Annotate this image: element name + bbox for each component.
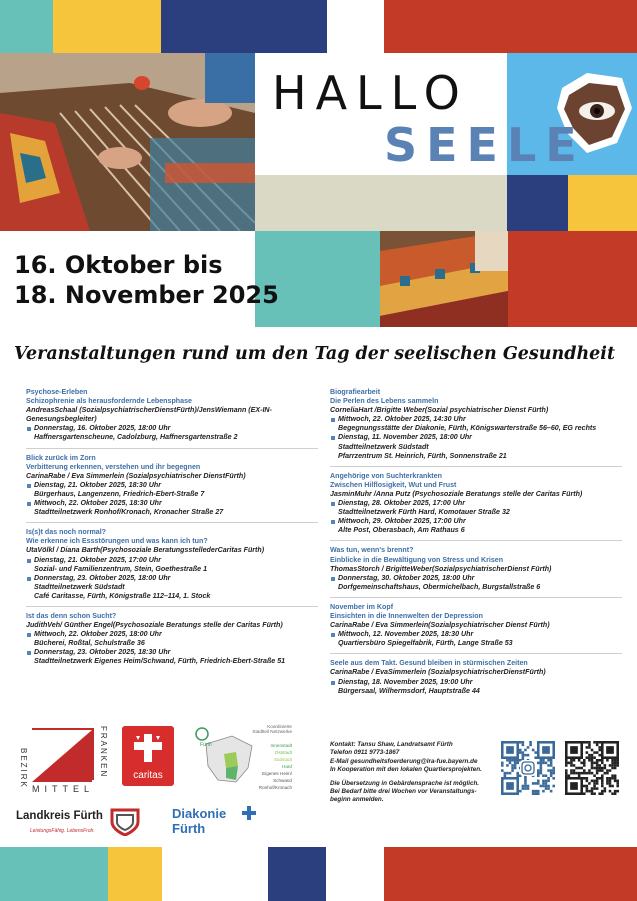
date-range-start: 16. Oktober bis	[14, 251, 223, 279]
event-speakers: CorneliaHart /Brigitte Weber(Sozial psychiatrischer Dienst Fürth)	[330, 406, 549, 415]
event-item	[330, 659, 622, 700]
event-title: Angehörige von Suchterkrankten	[330, 471, 442, 480]
title-hallo: HALLO	[272, 66, 469, 120]
event-location: Quartiersbüro Spiegelfabrik, Fürth, Lange Straße 53	[338, 639, 513, 648]
event-item	[330, 603, 622, 654]
event-location: Bürgerhaus, Langenzenn, Friedrich-Ebert-Straße 7	[34, 489, 205, 498]
caritas-logo	[122, 726, 174, 786]
event-date: Mittwoch, 12. November 2025, 18:30 Uhr	[330, 630, 622, 639]
events-left-column	[26, 388, 318, 677]
weaving-detail-photo	[380, 231, 508, 327]
contact-line-7: beginn anmelden.	[330, 796, 384, 804]
netzwerke-item: Südstadt	[273, 757, 292, 762]
tagline: Veranstaltungen rund um den Tag der seelischen Gesundheit	[14, 344, 616, 364]
event-speakers: UtaVölkl / Diana Barth(Psychosoziale BeratungsstellederCaritas Fürth)	[26, 546, 265, 555]
event-speakers: AndreasSchaal (SozialpsychiatrischerDienstFürth)/JensWiemann (EX-IN-Genesungsbegleiter)	[26, 406, 272, 424]
event-date: Mittwoch, 29. Oktober 2025, 17:00 Uhr	[330, 517, 622, 526]
event-subtitle: Zwischen Hilflosigkeit, Wut und Frust	[330, 480, 457, 489]
diakonie-text: Diakonie	[172, 806, 227, 821]
landkreis-logo	[16, 806, 146, 838]
red-block-mid	[508, 231, 637, 327]
event-location: Sozial- und Familienzentrum, Stein, Goethestraße 1	[34, 564, 208, 573]
event-speakers: CarinaRabe / Eva Simmerlein (Sozialpsychiatrischer DienstFürth)	[26, 471, 246, 480]
event-title: Seele aus dem Takt. Gesund bleiben in stürmischen Zeiten	[330, 659, 528, 668]
event-date: Donnerstag, 23. Oktober 2025, 18:00 Uhr	[26, 574, 318, 583]
contact-line-1: Kontakt: Tansu Shaw, Landratsamt Fürth	[330, 741, 453, 748]
event-title: Psychose-Erleben	[26, 388, 88, 396]
event-speakers: JudithVeh/ Günther Engel(Psychosoziale Beratungs stelle der Caritas Fürth)	[26, 621, 283, 630]
weaving-photo	[0, 53, 255, 231]
event-location: Dorfgemeinschaftshaus, Obermichelbach, Burgstallstraße 6	[338, 582, 541, 591]
title-seele: SEELE	[384, 118, 586, 172]
top-block-yellow	[53, 0, 161, 53]
event-location: Stadtteilnetzwerk Eigenes Heim/Schwand, Fürth, Friedrich-Ebert-Straße 51	[34, 657, 286, 666]
event-title: Biografiearbeit	[330, 388, 381, 396]
contact-line-3: E-Mail gesundheitsfoerderung@lra-fue.bayern.de	[330, 757, 478, 765]
event-title: November im Kopf	[330, 602, 394, 611]
event-date: Donnerstag, 16. Oktober 2025, 18:00 Uhr	[26, 424, 318, 433]
event-subtitle: Einsichten in die Innenwelten der Depression	[330, 611, 483, 620]
landkreis-slogan: LeistungsFähig. LebensFroh.	[30, 828, 95, 834]
event-subtitle: Schizophrenie als herausfordernde Lebensphase	[26, 397, 192, 406]
event-subtitle: Verbitterung erkennen, verstehen und ihr begegnen	[26, 462, 201, 471]
event-speakers: CarinaRabe / Eva Simmerlein(Sozialpsychiatrischer Dienst Fürth)	[330, 621, 550, 630]
event-date: Dienstag, 18. November 2025, 19:00 Uhr	[330, 678, 622, 687]
netzwerke-city-text: Fürth	[200, 742, 212, 748]
contact-line-2: Telefon 0911 9773-1867	[330, 749, 400, 757]
bezirk-vertical-text: BEZIRK	[19, 748, 28, 789]
event-date: Dienstag, 11. November 2025, 18:00 Uhr	[330, 433, 622, 442]
franken-vertical-text: FRANKEN	[99, 726, 108, 779]
landkreis-text: Landkreis Fürth	[16, 810, 103, 822]
event-date: Dienstag, 21. Oktober 2025, 17:00 Uhr	[26, 556, 318, 565]
netzwerke-item: Hard	[282, 764, 292, 769]
netzwerke-logo	[192, 724, 292, 796]
event-item	[330, 472, 622, 542]
contact-block	[330, 741, 500, 805]
event-title: Ist das denn schon Sucht?	[26, 611, 117, 620]
event-date: Mittwoch, 22. Oktober 2025, 14:30 Uhr	[330, 415, 622, 424]
event-item	[330, 388, 622, 467]
bottom-block-teal	[0, 847, 108, 901]
event-date: Donnerstag, 23. Oktober 2025, 18:30 Uhr	[26, 648, 318, 657]
netzwerke-item: Eigenes Heim/ Schwand	[262, 771, 292, 783]
bottom-block-navy	[268, 847, 326, 901]
website-qr-code[interactable]	[565, 741, 619, 803]
event-location: Begegnungsstätte der Diakonie, Fürth, Königswarterstraße 56–60, EG rechts	[338, 424, 597, 433]
event-location: Bürgersaal, Wilhermsdorf, Hauptstraße 44	[338, 686, 480, 695]
event-title: Is(s)t das noch normal?	[26, 528, 107, 537]
diakonie-city-text: Fürth	[172, 821, 206, 836]
instagram-qr-code[interactable]	[501, 741, 555, 803]
event-speakers: JasminMuhr /Anna Putz (Psychosoziale Beratungs stelle der Caritas Fürth)	[330, 489, 583, 498]
caritas-cross-icon	[122, 726, 174, 770]
landkreis-crest-icon	[108, 806, 142, 836]
event-item	[26, 388, 318, 449]
event-subtitle: Wie erkenne ich Essstörungen und was kann ich tun?	[26, 537, 208, 546]
event-date: Donnerstag, 30. Oktober 2025, 18:00 Uhr	[330, 574, 622, 583]
date-range-end: 18. November 2025	[14, 281, 279, 309]
event-item	[26, 528, 318, 607]
bottom-block-yellow	[108, 847, 162, 901]
netzwerke-items	[252, 742, 292, 791]
event-subtitle: Die Perlen des Lebens sammeln	[330, 397, 439, 406]
netzwerke-item: Ronhof/Kronach	[258, 785, 292, 790]
netzwerke-item: Oststadt	[274, 750, 292, 755]
event-location: Stadtteilnetzwerk Fürth Hard, Komotauer Straße 32	[338, 508, 510, 517]
event-date: Mittwoch, 22. Oktober 2025, 18:00 Uhr	[26, 630, 318, 639]
event-item	[26, 612, 318, 672]
events-right-column	[330, 388, 622, 706]
event-location: Bücherei, Roßtal, Schulstraße 36	[34, 639, 145, 648]
event-title: Blick zurück im Zorn	[26, 453, 96, 462]
beige-block	[255, 175, 507, 231]
event-location: Stadtteilnetzwerk Südstadt Pfarrzentrum St. Heinrich, Fürth, Sonnenstraße 21	[338, 442, 507, 460]
event-item	[26, 454, 318, 524]
event-date: Dienstag, 21. Oktober 2025, 18:30 Uhr	[26, 481, 318, 490]
event-location: Stadtteilnetzwerk Ronhof/Kronach, Kronacher Straße 27	[34, 508, 224, 517]
event-title: Was tun, wenn's brennt?	[330, 546, 414, 555]
top-block-teal	[0, 0, 53, 53]
bottom-block-red	[384, 847, 637, 901]
event-location: Alte Post, Oberasbach, Am Rathaus 6	[338, 526, 465, 535]
teal-block-mid	[255, 231, 380, 327]
event-item	[330, 546, 622, 597]
event-location: Stadtteilnetzwerk Südstadt Café Caritasse, Fürth, Königstraße 112–114, 1. Stock	[34, 582, 211, 600]
contact-line-4: In Kooperation mit den lokalen Quartiersprojekten.	[330, 766, 482, 774]
top-block-red	[384, 0, 637, 53]
netzwerke-title-text: Koordinierte Stadtteil Netzwerke	[252, 724, 292, 735]
diakonie-cross-icon	[242, 806, 256, 820]
contact-line-5: Die Übersetzung in Gebärdensprache ist möglich.	[330, 779, 480, 787]
netzwerke-item: Innenstadt	[270, 743, 292, 748]
top-block-navy	[161, 0, 327, 53]
bezirk-logo	[18, 726, 108, 796]
yellow-block-right	[568, 175, 637, 231]
diakonie-logo	[172, 806, 262, 838]
event-speakers: ThomasStorch / BrigitteWeber(SozialpsychiatrischerDienst Fürth)	[330, 564, 552, 573]
bezirk-bottom-text: MITTEL	[32, 784, 95, 794]
event-date: Mittwoch, 22. Oktober 2025, 18:30 Uhr	[26, 499, 318, 508]
event-speakers: CarinaRabe / EvaSimmerlein (SozialpsychiatrischerDienstFürth)	[330, 668, 546, 677]
caritas-text: caritas	[133, 770, 163, 781]
event-location: Haffnersgartenscheune, Cadolzburg, Haffnersgartenstraße 2	[34, 433, 238, 442]
event-date: Dienstag, 28. Oktober 2025, 17:00 Uhr	[330, 499, 622, 508]
event-subtitle: Einblicke in die Bewältigung von Stress und Krisen	[330, 555, 504, 564]
contact-line-6: Bei Bedarf bitte drei Wochen vor Veranstaltungs-	[330, 788, 477, 796]
bezirk-red-shape	[32, 728, 94, 780]
